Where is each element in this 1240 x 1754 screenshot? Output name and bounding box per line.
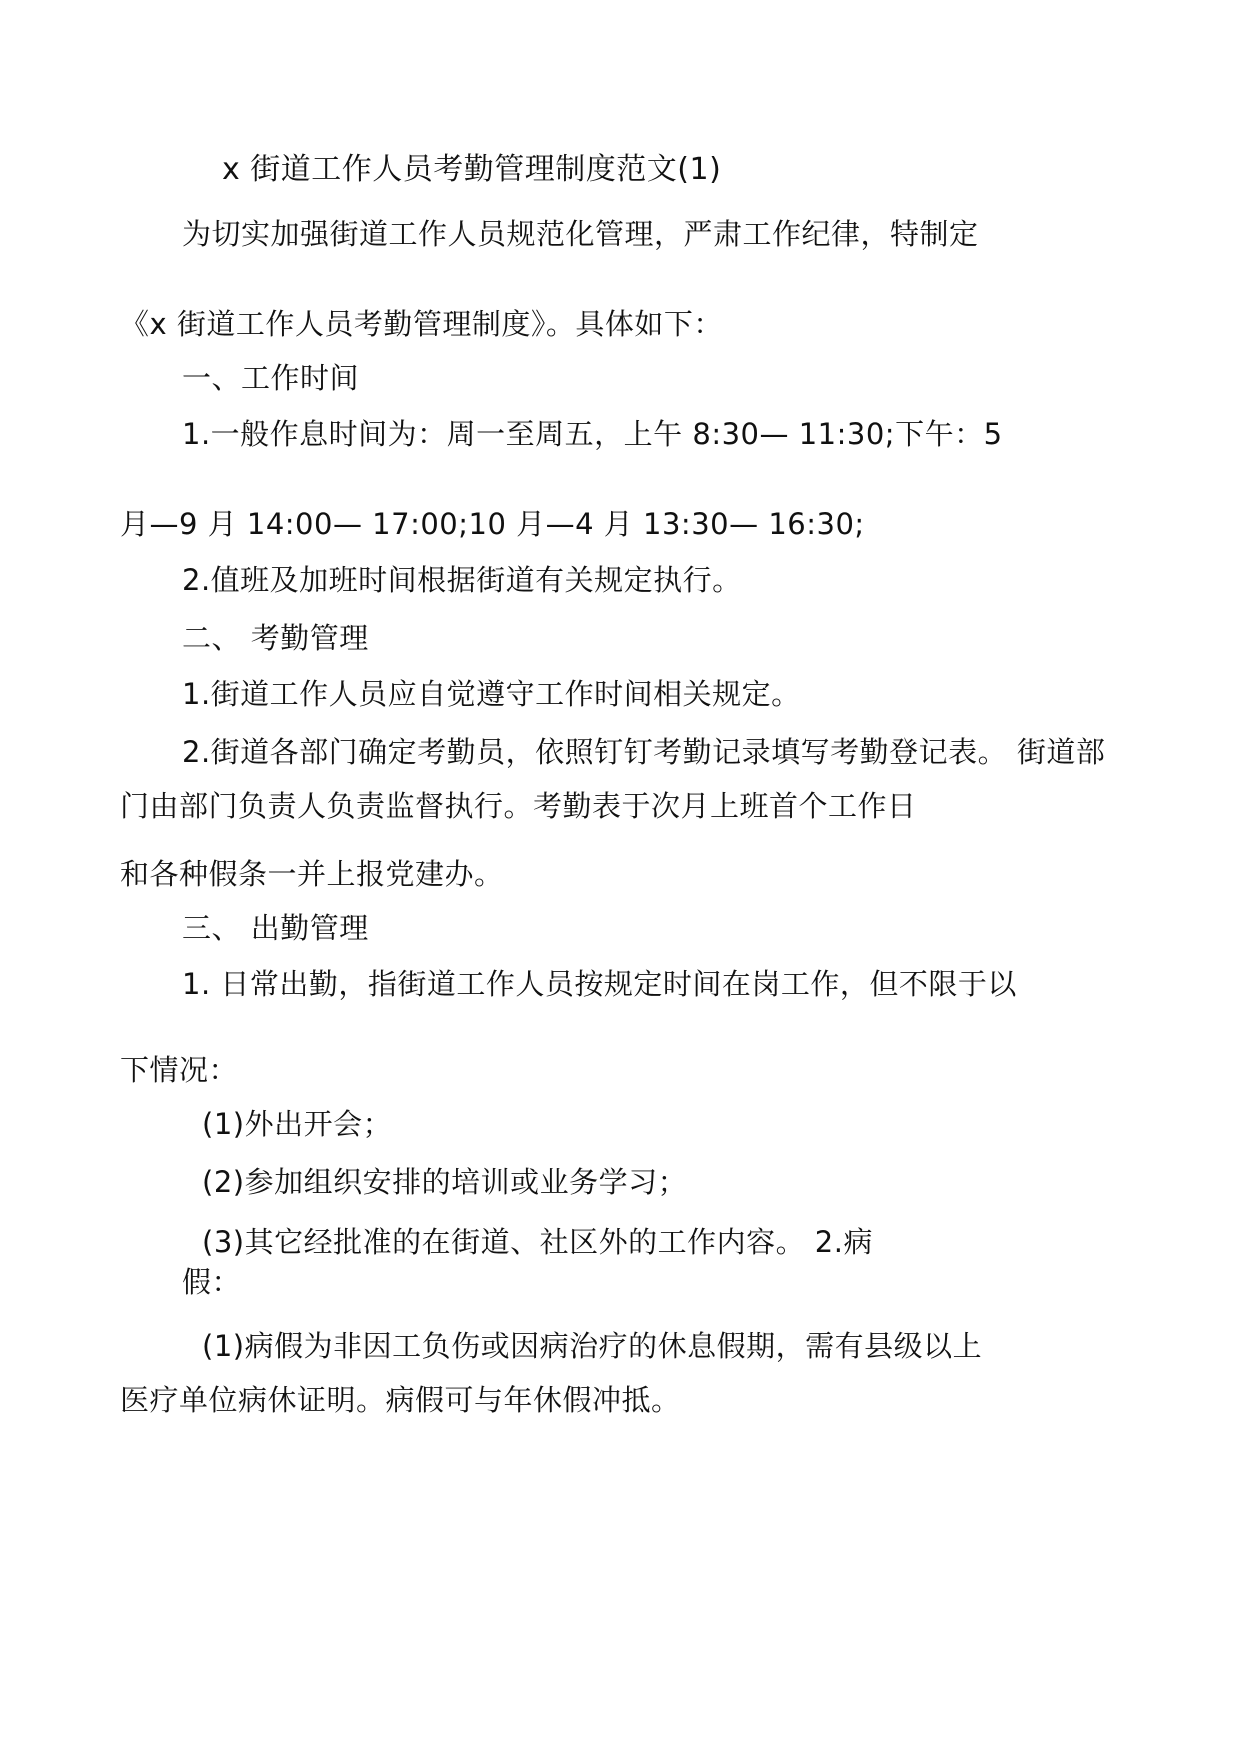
paragraph-line: 下情况： — [120, 1053, 239, 1087]
paragraph-line: 假： — [182, 1265, 242, 1299]
section-heading-attendance: 二、 考勤管理 — [182, 621, 369, 655]
list-item: (1)病假为非因工负伤或因病治疗的休息假期，需有县级以上 — [202, 1329, 983, 1363]
document-title: x 街道工作人员考勤管理制度范文(1) — [222, 152, 722, 187]
paragraph-line: 和各种假条一并上报党建办。 — [120, 857, 504, 891]
paragraph-line: 《x 街道工作人员考勤管理制度》。具体如下： — [120, 307, 723, 341]
section-heading-work-time: 一、工作时间 — [182, 361, 360, 395]
list-item: (1)外出开会； — [202, 1107, 393, 1141]
paragraph-line: 2.值班及加班时间根据街道有关规定执行。 — [182, 563, 742, 597]
paragraph-line: 门由部门负责人负责监督执行。考勤表于次月上班首个工作日 — [120, 789, 917, 823]
paragraph-line: 为切实加强街道工作人员规范化管理，严肃工作纪律，特制定 — [182, 217, 979, 251]
paragraph-line: 1. 日常出勤，指街道工作人员按规定时间在岗工作，但不限于以 — [182, 967, 1017, 1001]
paragraph-line: 2.街道各部门确定考勤员，依照钉钉考勤记录填写考勤登记表。 街道部 — [182, 735, 1106, 769]
paragraph-line: 月—9 月 14:00— 17:00;10 月—4 月 13:30— 16:30; — [120, 507, 865, 541]
paragraph-line: 医疗单位病休证明。病假可与年休假冲抵。 — [120, 1383, 681, 1417]
paragraph-line: 1.街道工作人员应自觉遵守工作时间相关规定。 — [182, 677, 801, 711]
list-item: (3)其它经批准的在街道、社区外的工作内容。 2.病 — [202, 1225, 873, 1259]
list-item: (2)参加组织安排的培训或业务学习； — [202, 1165, 688, 1199]
paragraph-line: 1.一般作息时间为：周一至周五，上午 8:30— 11:30;下午：5 — [182, 417, 1003, 451]
section-heading-presence: 三、 出勤管理 — [182, 911, 369, 945]
